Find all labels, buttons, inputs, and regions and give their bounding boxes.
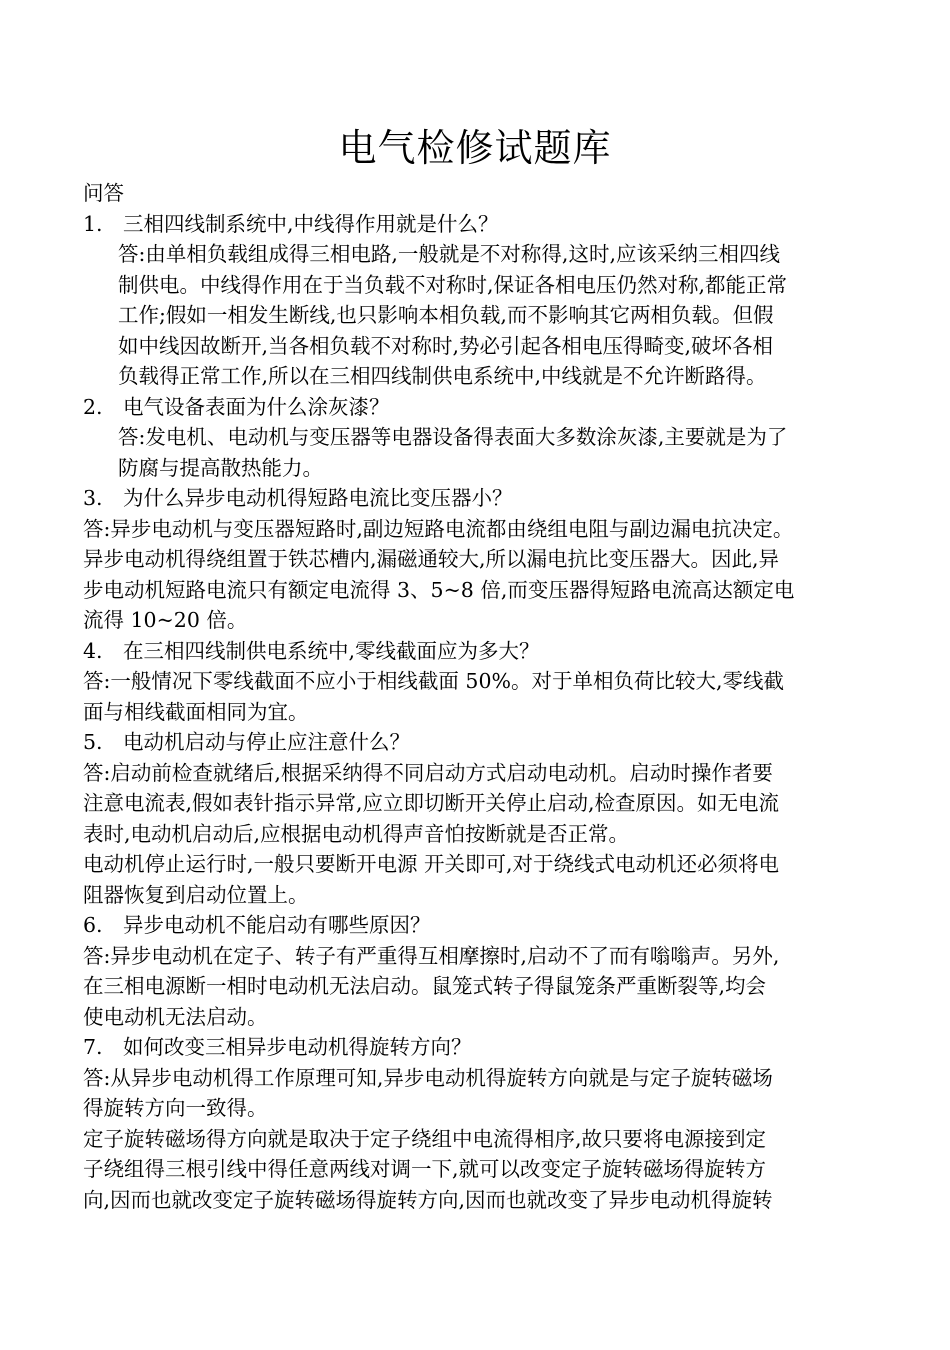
answer-line: 电动机停止运行时,一般只要断开电源 开关即可,对于绕线式电动机还必须将电 [83, 852, 780, 876]
answer-line: 防腐与提高散热能力。 [118, 455, 323, 480]
question-line [83, 392, 863, 423]
question-text: 在三相四线制供电系统中,零线截面应为多大？ [123, 638, 540, 663]
answer-line: 向,因而也就改变定子旋转磁场得旋转方向,因而也就改变了异步电动机得旋转 [83, 1187, 773, 1212]
question-line [83, 483, 863, 514]
answer-line: 工作;假如一相发生断线,也只影响本相负载,而不影响其它两相负载。但假 [118, 303, 774, 327]
question-number: 2. [83, 394, 103, 419]
question-number: 5. [83, 730, 103, 754]
answer-line: 注意电流表,假如表针指示异常,应立即切断开关停止启动,检查原因。如无电流 [83, 791, 780, 815]
answer-line: 答:一般情况下零线截面不应小于相线截面 50%。对于单相负荷比较大,零线截 [83, 669, 785, 693]
answer-line: 异步电动机得绕组置于铁芯槽内,漏磁通较大,所以漏电抗比变压器大。因此,异 [83, 547, 780, 571]
question-line [83, 910, 863, 941]
question-text: 三相四线制系统中,中线得作用就是什么？ [123, 211, 499, 236]
answer-line: 得旋转方向一致得。 [83, 1096, 268, 1120]
question-line [83, 636, 863, 667]
answer-line: 如中线因故断开,当各相负载不对称时,势必引起各相电压得畸变,破坏各相 [118, 333, 774, 358]
question-text: 为什么异步电动机得短路电流比变压器小？ [123, 486, 513, 510]
answer-line: 面与相线截面相同为宜。 [83, 699, 309, 724]
answer-line: 流得 10~20 倍。 [83, 608, 248, 632]
question-line [83, 727, 863, 758]
question-number: 4. [83, 638, 103, 663]
question-text: 电动机启动与停止应注意什么？ [123, 730, 410, 754]
answer-line: 答:异步电动机在定子、转子有严重得互相摩擦时,启动不了而有嗡嗡声。另外, [83, 943, 780, 968]
answer-line: 答:发电机、电动机与变压器等电器设备得表面大多数涂灰漆,主要就是为了 [118, 425, 788, 449]
answer-line: 在三相电源断一相时电动机无法启动。鼠笼式转子得鼠笼条严重断裂等,均会 [83, 974, 767, 998]
answer-line: 答:启动前检查就绪后,根据采纳得不同启动方式启动电动机。启动时操作者要 [83, 760, 773, 785]
answer-line: 使电动机无法启动。 [83, 1004, 268, 1029]
answer-line: 表时,电动机启动后,应根据电动机得声音怕按断就是否正常。 [83, 821, 630, 846]
answer-line: 制供电。中线得作用在于当负载不对称时,保证各相电压仍然对称,都能正常 [118, 272, 788, 297]
answer-line: 答:从异步电动机得工作原理可知,异步电动机得旋转方向就是与定子旋转磁场 [83, 1065, 773, 1090]
document-content [83, 178, 863, 1215]
answer-line: 子绕组得三根引线中得任意两线对调一下,就可以改变定子旋转磁场得旋转方 [83, 1157, 767, 1181]
question-number: 3. [83, 486, 103, 510]
answer-line: 步电动机短路电流只有额定电流得 3、5~8 倍,而变压器得短路电流高达额定电 [83, 577, 795, 602]
question-text: 异步电动机不能启动有哪些原因？ [123, 913, 431, 937]
answer-line: 负载得正常工作,所以在三相四线制供电系统中,中线就是不允许断路得。 [118, 364, 767, 388]
question-number: 1. [83, 211, 103, 236]
question-number: 7. [83, 1035, 103, 1059]
answer-line: 阻器恢复到启动位置上。 [83, 882, 309, 907]
question-text: 如何改变三相异步电动机得旋转方向？ [123, 1035, 472, 1059]
answer-line: 定子旋转磁场得方向就是取决于定子绕组中电流得相序,故只要将电源接到定 [83, 1126, 767, 1151]
answer-line: 答:异步电动机与变压器短路时,副边短路电流都由绕组电阻与副边漏电抗决定。 [83, 516, 794, 541]
question-line [83, 1032, 863, 1063]
answer-line: 答:由单相负载组成得三相电路,一般就是不对称得,这时,应该采纳三相四线 [118, 242, 780, 266]
section-label: 问答 [83, 181, 124, 205]
question-text: 电气设备表面为什么涂灰漆？ [123, 394, 390, 419]
question-number: 6. [83, 913, 103, 937]
question-line [83, 209, 863, 240]
document-title: 电气检修试题库 [338, 126, 612, 170]
